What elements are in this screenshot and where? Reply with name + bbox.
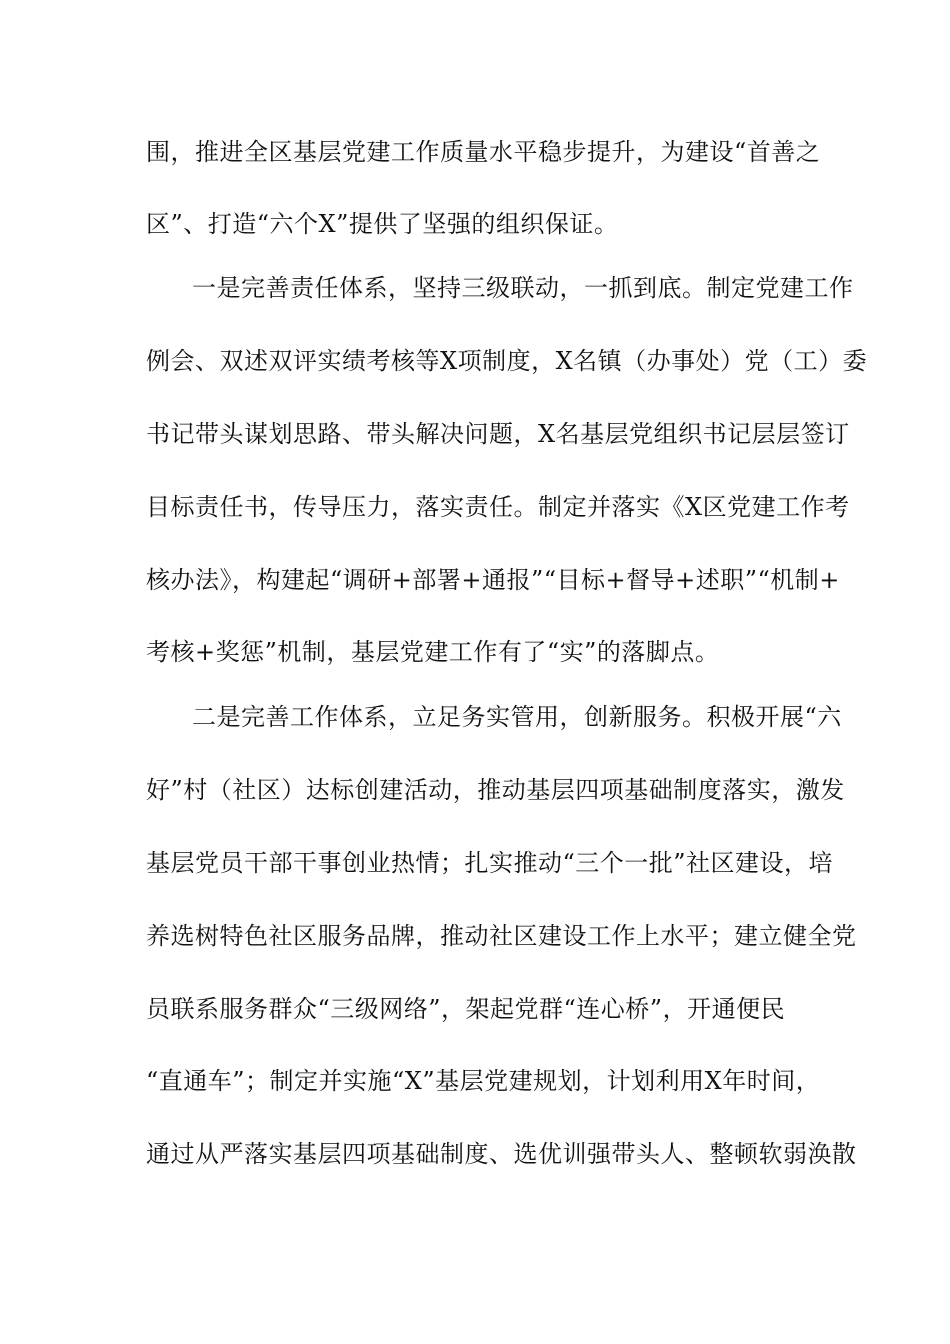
text-line: 围，推进全区基层党建工作质量水平稳步提升，为建设“首善之 <box>146 138 821 166</box>
paragraph-first-line: 二是完善工作体系，立足务实管用，创新服务。积极开展“六 <box>192 703 842 731</box>
text-line: 通过从严落实基层四项基础制度、选优训强带头人、整顿软弱涣散 <box>146 1140 857 1168</box>
text-line: 好”村（社区）达标创建活动，推动基层四项基础制度落实，激发 <box>146 776 845 804</box>
text-line: 核办法》，构建起“调研+部署+通报”“目标+督导+述职”“机制+ <box>146 566 840 594</box>
text-line: 例会、双述双评实绩考核等X项制度，X名镇（办事处）党（工）委 <box>146 347 868 375</box>
text-line: “直通车”；制定并实施“X”基层党建规划，计划利用X年时间， <box>146 1067 821 1095</box>
text-line: 书记带头谋划思路、带头解决问题，X名基层党组织书记层层签订 <box>146 420 850 448</box>
paragraph-first-line: 一是完善责任体系，坚持三级联动，一抓到底。制定党建工作 <box>192 274 854 302</box>
text-line: 基层党员干部干事创业热情；扎实推动“三个一批”社区建设，培 <box>146 849 834 877</box>
text-line: 区”、打造“六个X”提供了坚强的组织保证。 <box>146 210 619 238</box>
text-line: 养选树特色社区服务品牌，推动社区建设工作上水平；建立健全党 <box>146 922 857 950</box>
text-line: 考核+奖惩”机制，基层党建工作有了“实”的落脚点。 <box>146 638 720 666</box>
text-line: 目标责任书，传导压力，落实责任。制定并落实《X区党建工作考 <box>146 493 850 521</box>
text-line: 员联系服务群众“三级网络”，架起党群“连心桥”，开通便民 <box>146 995 786 1023</box>
